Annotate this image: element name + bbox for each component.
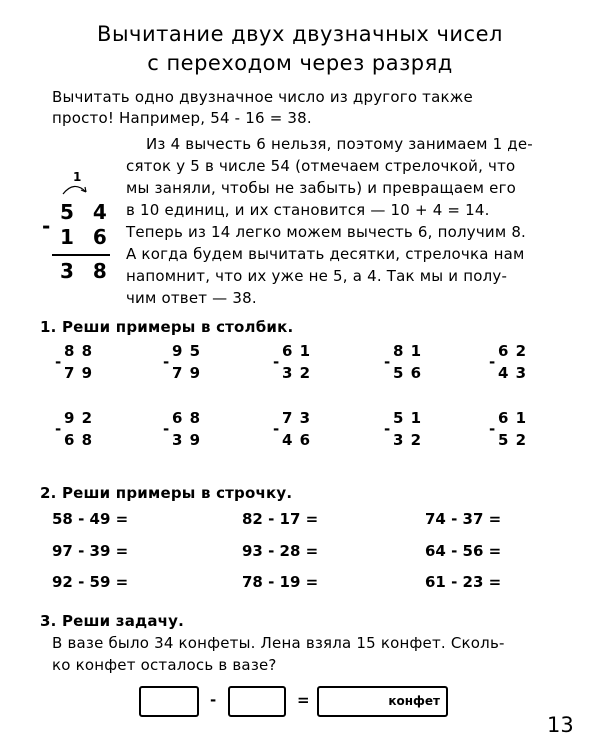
top-number: 9 2 — [64, 409, 94, 427]
minus-sign: - — [384, 353, 392, 371]
minus-sign: - — [384, 420, 392, 438]
page-title-line-1: Вычитание двух двузначных чисел — [97, 22, 503, 46]
column-example — [163, 407, 202, 451]
explanation-line-7: напомнит, что их уже не 5, а 4. Так мы и полу- — [126, 267, 508, 285]
explanation-line-2: сяток у 5 в числе 54 (отмечаем стрелочкой, что — [126, 157, 516, 175]
top-number: 6 1 — [498, 409, 528, 427]
minuend: 5 4 — [60, 200, 113, 224]
explanation-line-6: А когда будем вычитать десятки, стрелочка нам — [126, 245, 525, 263]
top-number: 9 5 — [172, 342, 202, 360]
explanation-line-3: мы заняли, чтобы не забыть) и превращаем его — [126, 179, 517, 197]
minus-sign: - — [163, 420, 171, 438]
row-example: 78 - 19 = — [242, 573, 319, 591]
bottom-number: 4 3 — [498, 364, 528, 382]
column-example — [384, 407, 423, 451]
task3-text-line-1: В вазе было 34 конфеты. Лена взяла 15 конфет. Сколь- — [52, 634, 505, 652]
top-number: 6 1 — [282, 342, 312, 360]
top-number: 5 1 — [393, 409, 423, 427]
column-example — [489, 407, 528, 451]
top-number: 8 1 — [393, 342, 423, 360]
borrow-arrow-icon — [60, 178, 90, 196]
explanation-line-1: Из 4 вычесть 6 нельзя, поэтому занимаем 1 де- — [146, 135, 533, 153]
explanation-line-4: в 10 единиц, и их становится — 10 + 4 = 14. — [126, 201, 490, 219]
minus-sign: - — [489, 420, 497, 438]
bottom-number: 7 9 — [172, 364, 202, 382]
column-example — [489, 340, 528, 384]
task2-heading: 2. Реши примеры в строчку. — [40, 484, 293, 502]
minus-sign: - — [273, 353, 281, 371]
row-example: 64 - 56 = — [425, 542, 502, 560]
minus-sign: - — [489, 353, 497, 371]
bottom-number: 7 9 — [64, 364, 94, 382]
task1-heading: 1. Реши примеры в столбик. — [40, 318, 294, 336]
bottom-number: 5 2 — [498, 431, 528, 449]
result-line — [52, 254, 110, 256]
row-example: 97 - 39 = — [52, 542, 129, 560]
bottom-number: 6 8 — [64, 431, 94, 449]
row-example: 58 - 49 = — [52, 510, 129, 528]
column-example — [55, 407, 94, 451]
bottom-number: 3 2 — [282, 364, 312, 382]
top-number: 8 8 — [64, 342, 94, 360]
bottom-number: 3 9 — [172, 431, 202, 449]
row-example: 74 - 37 = — [425, 510, 502, 528]
subtrahend: 1 6 — [60, 225, 113, 249]
bottom-number: 5 6 — [393, 364, 423, 382]
minus-sign: - — [273, 420, 281, 438]
bottom-number: 4 6 — [282, 431, 312, 449]
intro-line-1: Вычитать одно двузначное число из другого также — [52, 88, 473, 106]
row-example: 61 - 23 = — [425, 573, 502, 591]
result: 3 8 — [60, 259, 113, 283]
equals-sign: = — [297, 691, 310, 709]
borrow-digit: 1 — [73, 170, 82, 184]
page-title-line-2: с переходом через разряд — [147, 51, 453, 75]
answer-box-result[interactable] — [317, 686, 448, 717]
column-example — [273, 340, 312, 384]
intro-line-2: просто! Например, 54 - 16 = 38. — [52, 109, 312, 127]
row-example: 92 - 59 = — [52, 573, 129, 591]
page-number: 13 — [547, 713, 574, 737]
column-subtraction-example — [38, 170, 118, 290]
column-example — [384, 340, 423, 384]
answer-box-minuend[interactable] — [139, 686, 199, 717]
minus-sign: - — [163, 353, 171, 371]
explanation-line-8: чим ответ — 38. — [126, 289, 257, 307]
minus-sign: - — [55, 353, 63, 371]
answer-unit-label: конфет — [388, 694, 440, 708]
answer-box-subtrahend[interactable] — [228, 686, 286, 717]
minus-sign: - — [55, 420, 63, 438]
top-number: 6 2 — [498, 342, 528, 360]
column-example — [273, 407, 312, 451]
column-example — [163, 340, 202, 384]
minus-sign: - — [210, 691, 217, 709]
row-example: 82 - 17 = — [242, 510, 319, 528]
explanation-line-5: Теперь из 14 легко можем вычесть 6, получим 8. — [126, 223, 527, 241]
top-number: 6 8 — [172, 409, 202, 427]
minus-sign: - — [42, 214, 51, 238]
column-example — [55, 340, 94, 384]
task3-heading: 3. Реши задачу. — [40, 612, 185, 630]
top-number: 7 3 — [282, 409, 312, 427]
row-example: 93 - 28 = — [242, 542, 319, 560]
task3-text-line-2: ко конфет осталось в вазе? — [52, 656, 277, 674]
bottom-number: 3 2 — [393, 431, 423, 449]
